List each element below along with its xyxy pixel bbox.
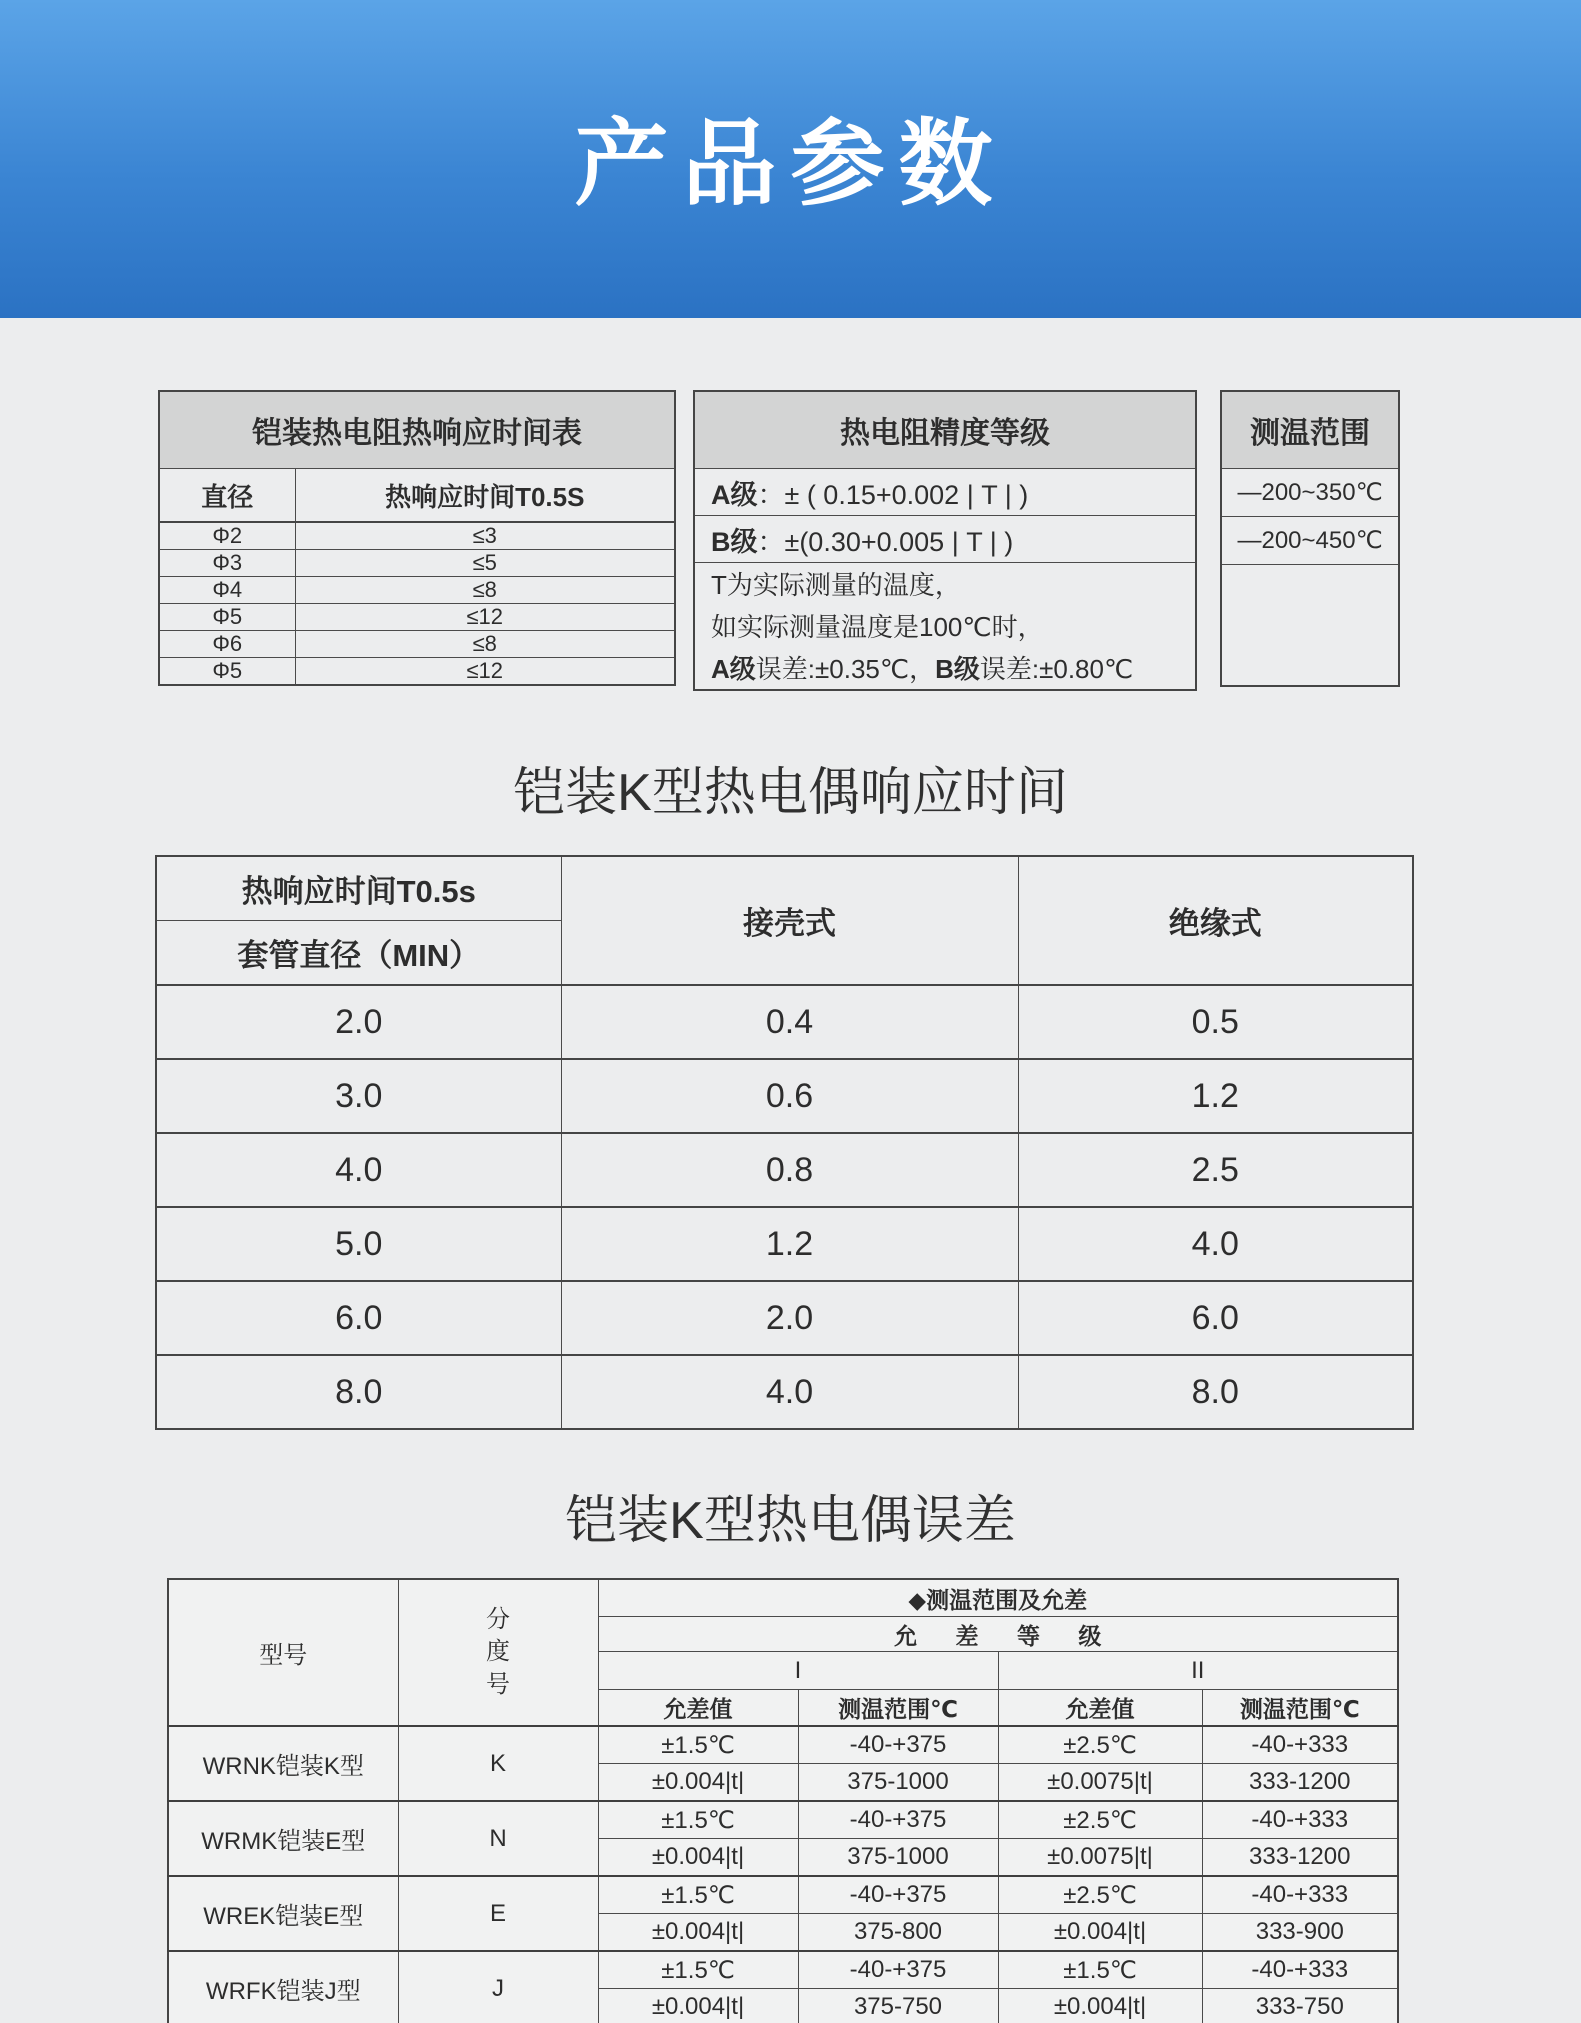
accuracy-note-cell [694, 563, 1196, 691]
table-cell: ±0.004|t| [598, 1914, 798, 1952]
table-cell: ±0.0075|t| [998, 1839, 1202, 1877]
grade-a-value: ：± ( 0.15+0.002 | T | ) [757, 479, 1029, 510]
table-row [159, 658, 675, 686]
table-cell: 6.0 [156, 1281, 561, 1355]
err-header-range-1: 测温范围℃ [798, 1690, 998, 1727]
table-cell: Φ2 [159, 522, 295, 550]
table-row [168, 1801, 1398, 1839]
table-cell: ≤5 [295, 550, 675, 577]
table-cell: -40-+333 [1202, 1726, 1398, 1764]
note-a-value: 误差:±0.35℃， [755, 654, 936, 684]
table-cell: ±0.004|t| [998, 1914, 1202, 1952]
table-cell: 0.8 [561, 1133, 1018, 1207]
table-row [159, 631, 675, 658]
table-cell: 375-1000 [798, 1764, 998, 1802]
code-cell: E [398, 1876, 598, 1951]
section-title-k-error: 铠装K型热电偶误差 [565, 1492, 1016, 1550]
table-cell: ≤12 [295, 658, 675, 686]
table-cell: 3.0 [156, 1059, 561, 1133]
table-row [694, 469, 1196, 516]
table-cell: 2.5 [1018, 1133, 1413, 1207]
table-row [159, 522, 675, 550]
table-cell: ±1.5℃ [598, 1876, 798, 1914]
table-cell: 2.0 [156, 985, 561, 1059]
section-title-k-response: 铠装K型热电偶响应时间 [513, 764, 1068, 822]
table-cell: ≤3 [295, 522, 675, 550]
table-cell: ≤12 [295, 604, 675, 631]
table-cell: ±0.004|t| [598, 1764, 798, 1802]
code-char: 号 [486, 1670, 510, 1698]
table-cell: 0.5 [1018, 985, 1413, 1059]
err-header-tol-1: 允差值 [598, 1690, 798, 1727]
model-cell: WRFK铠装J型 [168, 1951, 398, 2023]
table-cell: ±0.004|t| [998, 1989, 1202, 2023]
table-cell: 1.2 [1018, 1059, 1413, 1133]
table-cell: 4.0 [156, 1133, 561, 1207]
table-cell: ±2.5℃ [998, 1876, 1202, 1914]
rtd-response-table [158, 390, 676, 686]
note-b-label: B级 [935, 654, 980, 684]
table-cell: —200~350℃ [1221, 469, 1399, 517]
table-row [156, 1281, 1413, 1355]
err-header-grade-2: II [998, 1652, 1398, 1690]
table-cell: 1.2 [561, 1207, 1018, 1281]
table-cell: Φ6 [159, 631, 295, 658]
table-row [156, 1207, 1413, 1281]
table-row [156, 1133, 1413, 1207]
table-cell: 375-750 [798, 1989, 998, 2023]
table-cell: -40-+375 [798, 1801, 998, 1839]
accuracy-table-title: 热电阻精度等级 [694, 391, 1196, 469]
table-cell: ±1.5℃ [598, 1951, 798, 1989]
table-cell: -40-+375 [798, 1951, 998, 1989]
table-row [159, 550, 675, 577]
table-cell: Φ5 [159, 604, 295, 631]
err-header-range-2: 测温范围℃ [1202, 1690, 1398, 1727]
table-cell: 333-1200 [1202, 1839, 1398, 1877]
k-header-shell: 接壳式 [561, 856, 1018, 985]
table-cell: 333-1200 [1202, 1764, 1398, 1802]
page-title: 产品参数 [574, 111, 1007, 216]
table-cell: ±2.5℃ [998, 1801, 1202, 1839]
table-cell: -40-+333 [1202, 1876, 1398, 1914]
table-cell: 375-800 [798, 1914, 998, 1952]
temp-range-table [1220, 390, 1400, 687]
table-cell: 5.0 [156, 1207, 561, 1281]
table-cell: ±0.004|t| [598, 1839, 798, 1877]
table-row [168, 1951, 1398, 1989]
note-line-1: T为实际测量的温度， [711, 570, 961, 600]
accuracy-grade-table [693, 390, 1197, 691]
table-cell: —200~450℃ [1221, 517, 1399, 565]
table-row [159, 604, 675, 631]
table-cell: 8.0 [156, 1355, 561, 1429]
grade-b-cell [694, 516, 1196, 563]
table-row [156, 1355, 1413, 1429]
table-cell: 6.0 [1018, 1281, 1413, 1355]
table-row [156, 985, 1413, 1059]
table-cell: ±0.0075|t| [998, 1764, 1202, 1802]
code-char: 度 [486, 1638, 510, 1666]
code-cell: K [398, 1726, 598, 1801]
table-cell: 333-900 [1202, 1914, 1398, 1952]
table-cell: 4.0 [1018, 1207, 1413, 1281]
table-row [694, 563, 1196, 691]
note-b-value: 误差:±0.80℃ [979, 654, 1134, 684]
table-cell: Φ5 [159, 658, 295, 686]
table-cell: 8.0 [1018, 1355, 1413, 1429]
table-cell: ±1.5℃ [598, 1726, 798, 1764]
table-cell: 375-1000 [798, 1839, 998, 1877]
table-cell: -40-+375 [798, 1876, 998, 1914]
table-row [156, 1059, 1413, 1133]
empty-cell [1221, 565, 1399, 687]
table-cell: -40-+333 [1202, 1801, 1398, 1839]
note-a-label: A级 [711, 654, 756, 684]
banner [0, 0, 1581, 318]
err-header-grade-1: I [598, 1652, 998, 1690]
table-row [1221, 565, 1399, 687]
model-cell: WRNK铠装K型 [168, 1726, 398, 1801]
table-row [694, 516, 1196, 563]
k-header-sheath: 套管直径（MIN） [156, 921, 561, 986]
k-response-table [155, 855, 1414, 1430]
model-cell: WREK铠装E型 [168, 1876, 398, 1951]
err-header-grade: 允 差 等 级 [598, 1617, 1398, 1652]
table-cell: ±0.004|t| [598, 1989, 798, 2023]
table-row [159, 577, 675, 604]
table-cell: -40-+333 [1202, 1951, 1398, 1989]
table-cell: ≤8 [295, 631, 675, 658]
table-cell: 0.4 [561, 985, 1018, 1059]
err-header-model: 型号 [168, 1579, 398, 1726]
note-line-3 [711, 649, 1195, 689]
table-row [168, 1876, 1398, 1914]
code-cell: N [398, 1801, 598, 1876]
rtd-col-diameter: 直径 [159, 469, 295, 523]
table-row [168, 1726, 1398, 1764]
err-header-code [398, 1579, 598, 1726]
table-cell: ±1.5℃ [598, 1801, 798, 1839]
grade-b-value: ：±(0.30+0.005 | T | ) [757, 526, 1014, 557]
table-cell: ±1.5℃ [998, 1951, 1202, 1989]
grade-a-cell [694, 469, 1196, 516]
table-cell: ±2.5℃ [998, 1726, 1202, 1764]
grade-a-label: A级 [711, 479, 758, 510]
table-row [1221, 469, 1399, 517]
table-cell: 2.0 [561, 1281, 1018, 1355]
err-header-span: ◆测温范围及允差 [598, 1579, 1398, 1617]
table-cell: 0.6 [561, 1059, 1018, 1133]
table-cell: -40-+375 [798, 1726, 998, 1764]
table-cell: 333-750 [1202, 1989, 1398, 2023]
k-header-time: 热响应时间T0.5s [156, 856, 561, 921]
rtd-col-time: 热响应时间T0.5S [295, 469, 675, 523]
range-table-title: 测温范围 [1221, 391, 1399, 469]
grade-b-label: B级 [711, 526, 758, 557]
code-cell: J [398, 1951, 598, 2023]
table-cell: 4.0 [561, 1355, 1018, 1429]
err-header-tol-2: 允差值 [998, 1690, 1202, 1727]
table-cell: Φ4 [159, 577, 295, 604]
table-cell: Φ3 [159, 550, 295, 577]
k-error-table [167, 1578, 1399, 2023]
k-header-insulated: 绝缘式 [1018, 856, 1413, 985]
table-cell: ≤8 [295, 577, 675, 604]
model-cell: WRMK铠装E型 [168, 1801, 398, 1876]
rtd-table-title: 铠装热电阻热响应时间表 [159, 391, 675, 469]
table-row [1221, 517, 1399, 565]
code-char: 分 [486, 1605, 510, 1633]
note-line-2: 如实际测量温度是100℃时， [711, 612, 1044, 642]
